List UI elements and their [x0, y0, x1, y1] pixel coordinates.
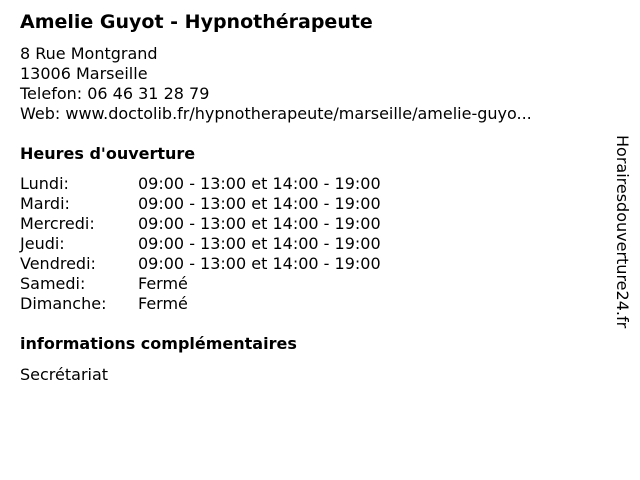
opening-hours-heading: Heures d'ouverture — [20, 144, 196, 163]
opening-hours-table — [20, 174, 381, 314]
city-postcode: 13006 Marseille — [20, 64, 148, 83]
day-hours: 09:00 - 13:00 et 14:00 - 19:00 — [138, 254, 381, 273]
hours-row-wednesday — [20, 214, 381, 234]
business-address — [20, 44, 532, 124]
day-hours: 09:00 - 13:00 et 14:00 - 19:00 — [138, 194, 381, 213]
hours-row-monday — [20, 174, 381, 194]
hours-row-saturday — [20, 274, 381, 294]
street-address: 8 Rue Montgrand — [20, 44, 158, 63]
day-label: Vendredi: — [20, 254, 96, 273]
site-watermark: Horairesdouverture24.fr — [613, 135, 632, 329]
additional-info-text: Secrétariat — [20, 365, 109, 384]
day-label: Mardi: — [20, 194, 70, 213]
day-label: Lundi: — [20, 174, 69, 193]
day-hours: Fermé — [138, 274, 188, 293]
hours-row-tuesday — [20, 194, 381, 214]
day-hours: 09:00 - 13:00 et 14:00 - 19:00 — [138, 174, 381, 193]
business-title: Amelie Guyot - Hypnothérapeute — [20, 11, 373, 33]
hours-row-thursday — [20, 234, 381, 254]
hours-row-sunday — [20, 294, 381, 314]
additional-info-heading: informations complémentaires — [20, 334, 297, 353]
day-label: Samedi: — [20, 274, 86, 293]
phone-number: Telefon: 06 46 31 28 79 — [20, 84, 210, 103]
website-url: Web: www.doctolib.fr/hypnotherapeute/marseille/amelie-guyo... — [20, 104, 532, 123]
day-hours: Fermé — [138, 294, 188, 313]
day-label: Dimanche: — [20, 294, 107, 313]
day-label: Jeudi: — [20, 234, 65, 253]
day-hours: 09:00 - 13:00 et 14:00 - 19:00 — [138, 234, 381, 253]
day-hours: 09:00 - 13:00 et 14:00 - 19:00 — [138, 214, 381, 233]
day-label: Mercredi: — [20, 214, 95, 233]
hours-row-friday — [20, 254, 381, 274]
